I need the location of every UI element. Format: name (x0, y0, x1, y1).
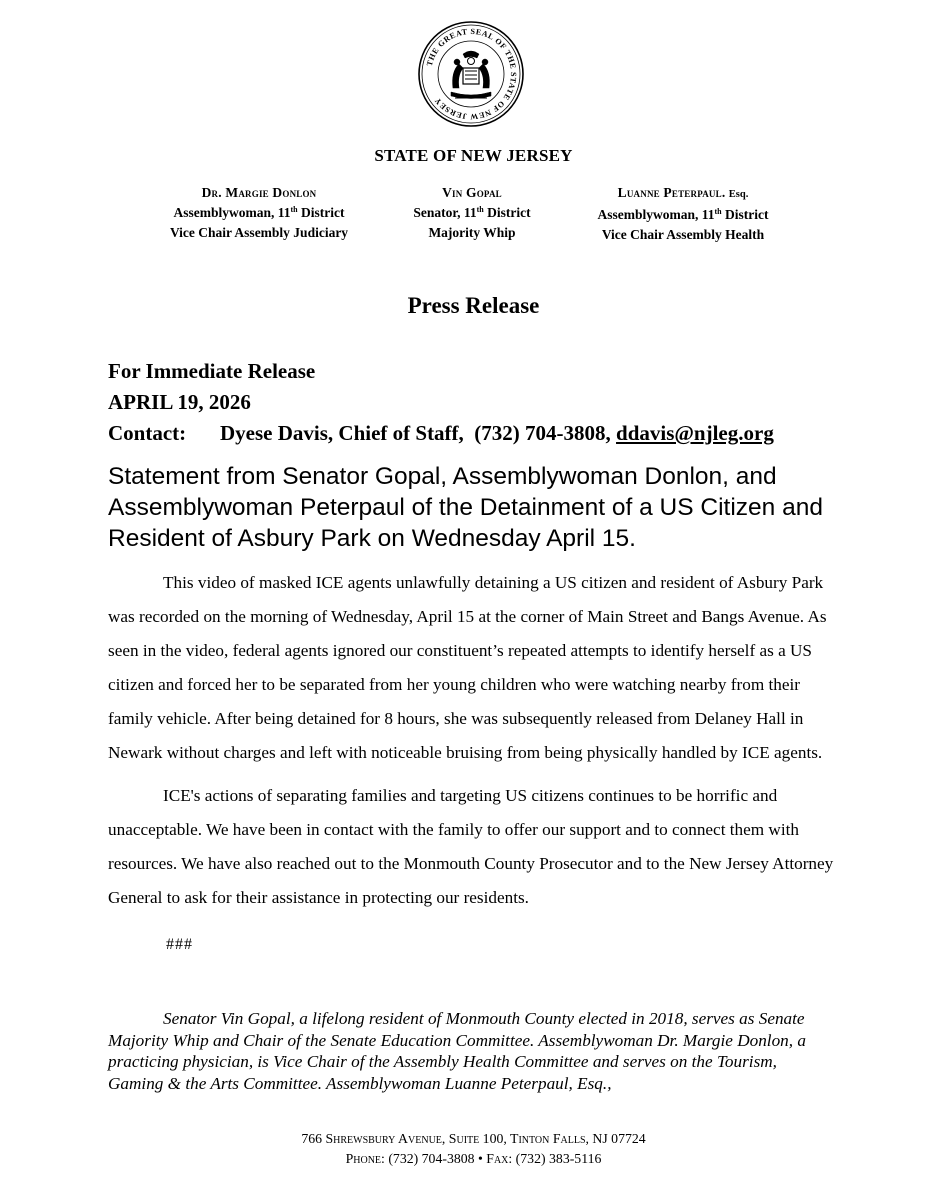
legislator-title-district: District (483, 205, 531, 220)
legislator-donlon (148, 183, 370, 243)
state-seal-logo (417, 18, 525, 130)
press-release-title: Press Release (407, 293, 540, 318)
legislator-name: Vin Gopal (442, 185, 502, 200)
body-paragraph: This video of masked ICE agents unlawfully detaining a US citizen and resident of Asbury Park was recorded on the morning of Wednesday, April 15 at the corner of Main Street and Bangs Avenue. As seen in the video, federal agents ignored our constituent’s repeated attempts to identify herself as a US citizen and forced her to be separated from her young children who were watching nearby from their family vehicle. After being detained for 8 hours, she was subsequently released from Delaney Hall in Newark without charges and left with noticeable bruising from being physically handled by ICE agents. (108, 573, 827, 762)
state-title: STATE OF NEW JERSEY (374, 146, 573, 165)
legislator-gopal (385, 183, 559, 243)
footer-address: 766 Shrewsbury Avenue, Suite 100, Tinton Falls, NJ 07724 (301, 1131, 646, 1146)
contact-label: Contact: (108, 421, 187, 445)
legislator-name: Dr. Margie Donlon (201, 185, 317, 200)
release-date: APRIL 19, 2026 (108, 390, 251, 414)
legislator-header (0, 183, 947, 243)
legislator-suffix: Esq. (728, 189, 749, 200)
bio-paragraph: Senator Vin Gopal, a lifelong resident of Monmouth County elected in 2018, serves as Senate Majority Whip and Chair of the Senate Education Committee. Assemblywoman Dr. Margie Donlon, a practicing physician, is Vice Chair of the Assembly Health Committee and serves on the Tourism, Gaming & the Arts Committee. Assemblywoman Luanne Peterpaul, Esq., (108, 1009, 806, 1093)
svg-text:THE GREAT SEAL OF THE STATE OF: THE GREAT SEAL OF THE STATE OF NEW JERSEY (424, 26, 519, 122)
legislator-peterpaul (573, 183, 793, 245)
end-marker: ### (166, 936, 193, 953)
phone-label: Phone: (345, 1151, 385, 1166)
release-info (108, 356, 774, 449)
release-contact (108, 418, 774, 449)
ordinal-suffix: th (290, 205, 298, 214)
ordinal-suffix: th (714, 207, 722, 216)
legislator-title: Senator, 11 (413, 205, 477, 220)
body-text (108, 566, 836, 962)
contact-text: Dyese Davis, Chief of Staff, (732) 704-3808, (220, 421, 617, 445)
legislator-role: Vice Chair Assembly Judiciary (169, 225, 349, 240)
headline: Statement from Senator Gopal, Assemblywoman Donlon, and Assemblywoman Peterpaul of the Detainment of a US Citizen and Resident of Asbury Park on Wednesday April 15. (108, 463, 823, 552)
legislator-role: Vice Chair Assembly Health (601, 227, 765, 242)
ordinal-suffix: th (476, 205, 484, 214)
footer (0, 1129, 947, 1169)
legislator-role: Majority Whip (428, 225, 516, 240)
fax-number: (732) 383-5116 (512, 1151, 602, 1166)
footer-contact (0, 1149, 947, 1169)
legislator-title: Assemblywoman, 11 (597, 207, 715, 222)
legislator-title: Assemblywoman, 11 (173, 205, 291, 220)
body-paragraph: ICE's actions of separating families and targeting US citizens continues to be horrific and unacceptable. We have been in contact with the family to offer our support and to connect them with resources. We have also reached out to the Monmouth County Prosecutor and to the New Jersey Attorney General to ask for their assistance in protecting our residents. (108, 786, 834, 907)
phone-number: (732) 704-3808 • (384, 1151, 487, 1166)
release-immediate: For Immediate Release (108, 359, 316, 383)
legislator-title-district: District (721, 207, 769, 222)
legislator-title-district: District (297, 205, 345, 220)
fax-label: Fax: (486, 1151, 513, 1166)
contact-email-link[interactable]: ddavis@njleg.org (616, 421, 774, 445)
legislator-name: Luanne Peterpaul. (617, 185, 726, 200)
